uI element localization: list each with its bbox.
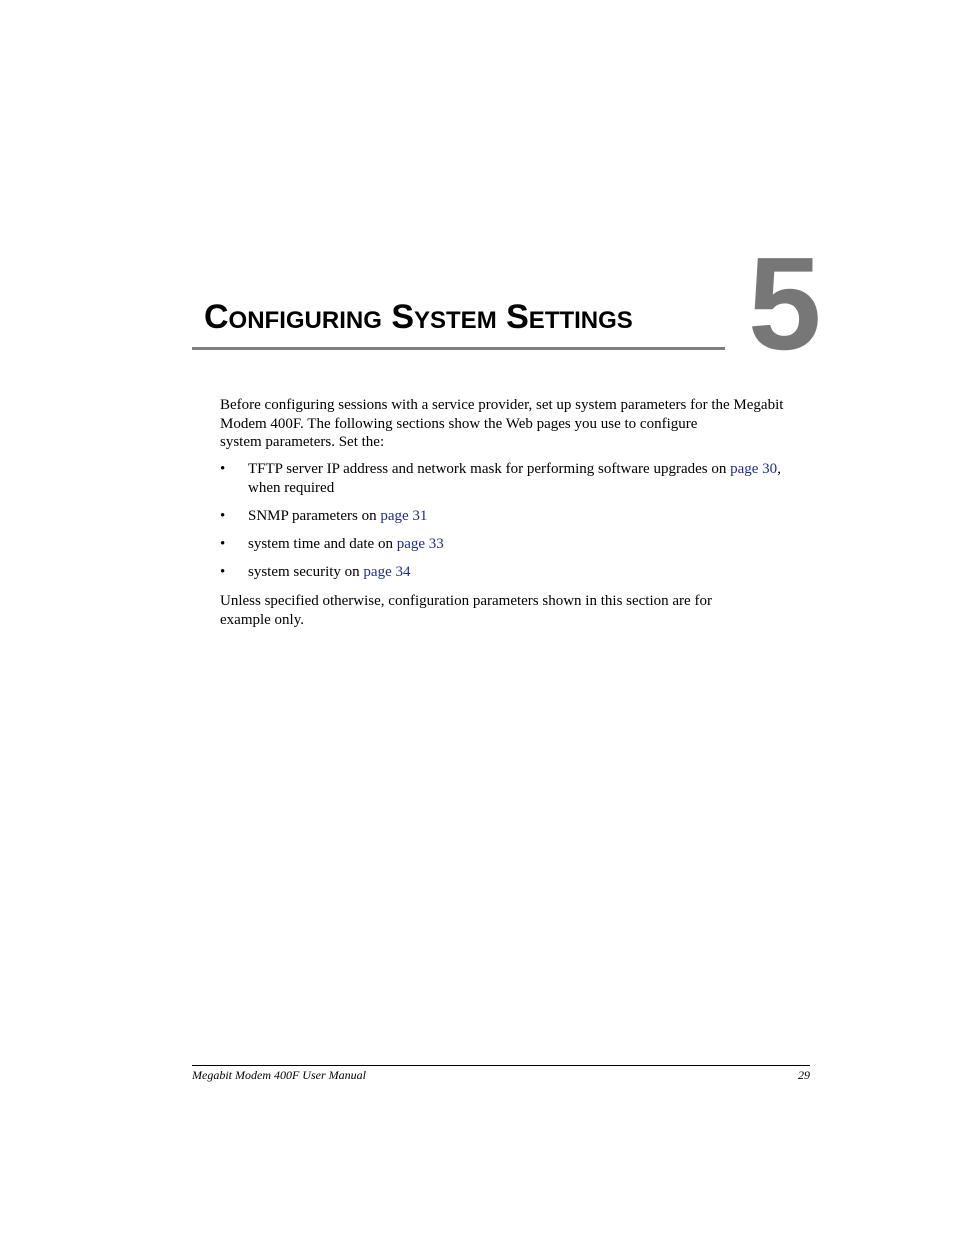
list-item-security xyxy=(220,563,812,582)
intro-line-3: system parameters. Set the: xyxy=(220,434,385,450)
page-34-link[interactable]: page 34 xyxy=(363,563,411,580)
list-item-text: SNMP parameters on xyxy=(248,507,381,524)
chapter-number: 5 xyxy=(748,230,822,377)
title-rule xyxy=(192,347,725,350)
bullet-icon: • xyxy=(220,563,226,580)
list-item-time-date xyxy=(220,535,812,554)
chapter-title: Configuring System Settings xyxy=(204,298,633,336)
list-item-text: system security on xyxy=(248,563,364,580)
page-33-link[interactable]: page 33 xyxy=(396,535,444,552)
bullet-icon: • xyxy=(220,535,226,552)
outro-paragraph xyxy=(220,592,812,629)
intro-line-2: Modem 400F. The following sections show the Web pages you use to configure xyxy=(220,415,698,432)
page-30-link[interactable]: page 30 xyxy=(730,461,778,477)
list-item-continuation: when required xyxy=(248,479,335,496)
intro-line-1: Before configuring sessions with a service provider, set up system parameters for the Megabit xyxy=(220,397,784,413)
list-item-snmp xyxy=(220,507,812,526)
footer-page-number: 29 xyxy=(798,1068,810,1082)
settings-list xyxy=(220,460,812,591)
outro-line-2: example only. xyxy=(220,611,305,628)
page-31-link[interactable]: page 31 xyxy=(380,507,428,524)
footer-manual-title: Megabit Modem 400F User Manual xyxy=(192,1068,366,1082)
bullet-icon: • xyxy=(220,461,226,477)
list-item-comma: , xyxy=(777,461,781,477)
list-item-text: system time and date on xyxy=(248,535,397,552)
bullet-icon: • xyxy=(220,507,226,524)
intro-paragraph xyxy=(220,396,812,452)
footer-rule xyxy=(192,1065,810,1066)
list-item-tftp xyxy=(220,460,812,497)
list-item-text: TFTP server IP address and network mask for performing software upgrades on xyxy=(248,461,731,477)
outro-line-1: Unless specified otherwise, configuration parameters shown in this section are for xyxy=(220,593,712,609)
